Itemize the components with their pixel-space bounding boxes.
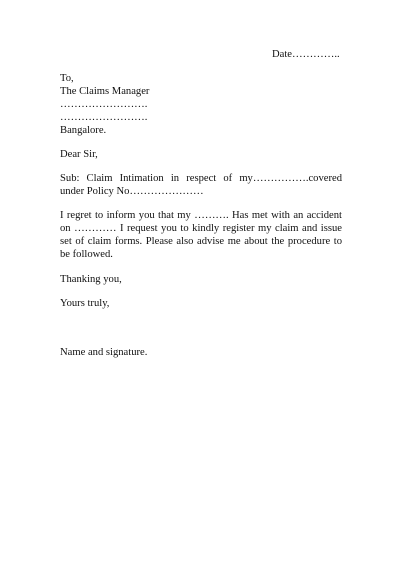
salutation: Dear Sir,	[60, 149, 98, 160]
closing-thanks: Thanking you,	[60, 274, 122, 285]
subject-line	[60, 172, 342, 198]
body-line-1: I regret to inform you that my ………. Has met with an accident	[60, 210, 342, 221]
signature-line: Name and signature.	[60, 347, 148, 358]
address-line-to: To,	[60, 73, 74, 84]
address-line-recipient: The Claims Manager	[60, 86, 150, 97]
body-line-4: be followed.	[60, 249, 113, 260]
address-line-blank-1: …………………….	[60, 99, 148, 110]
body-line-3: set of claim forms. Please also advise me about the procedure to	[60, 236, 342, 247]
recipient-address	[60, 72, 360, 137]
date-line: Date…………..	[272, 49, 340, 60]
subject-line-2: under Policy No…………………	[60, 186, 204, 197]
body-paragraph	[60, 209, 342, 261]
closing-yours: Yours truly,	[60, 298, 110, 309]
body-line-2: on ………… I request you to kindly register my claim and issue	[60, 223, 342, 234]
subject-line-1: Sub: Claim Intimation in respect of my…………….covered	[60, 173, 342, 184]
address-line-blank-2: …………………….	[60, 112, 148, 123]
address-line-city: Bangalore.	[60, 125, 107, 136]
